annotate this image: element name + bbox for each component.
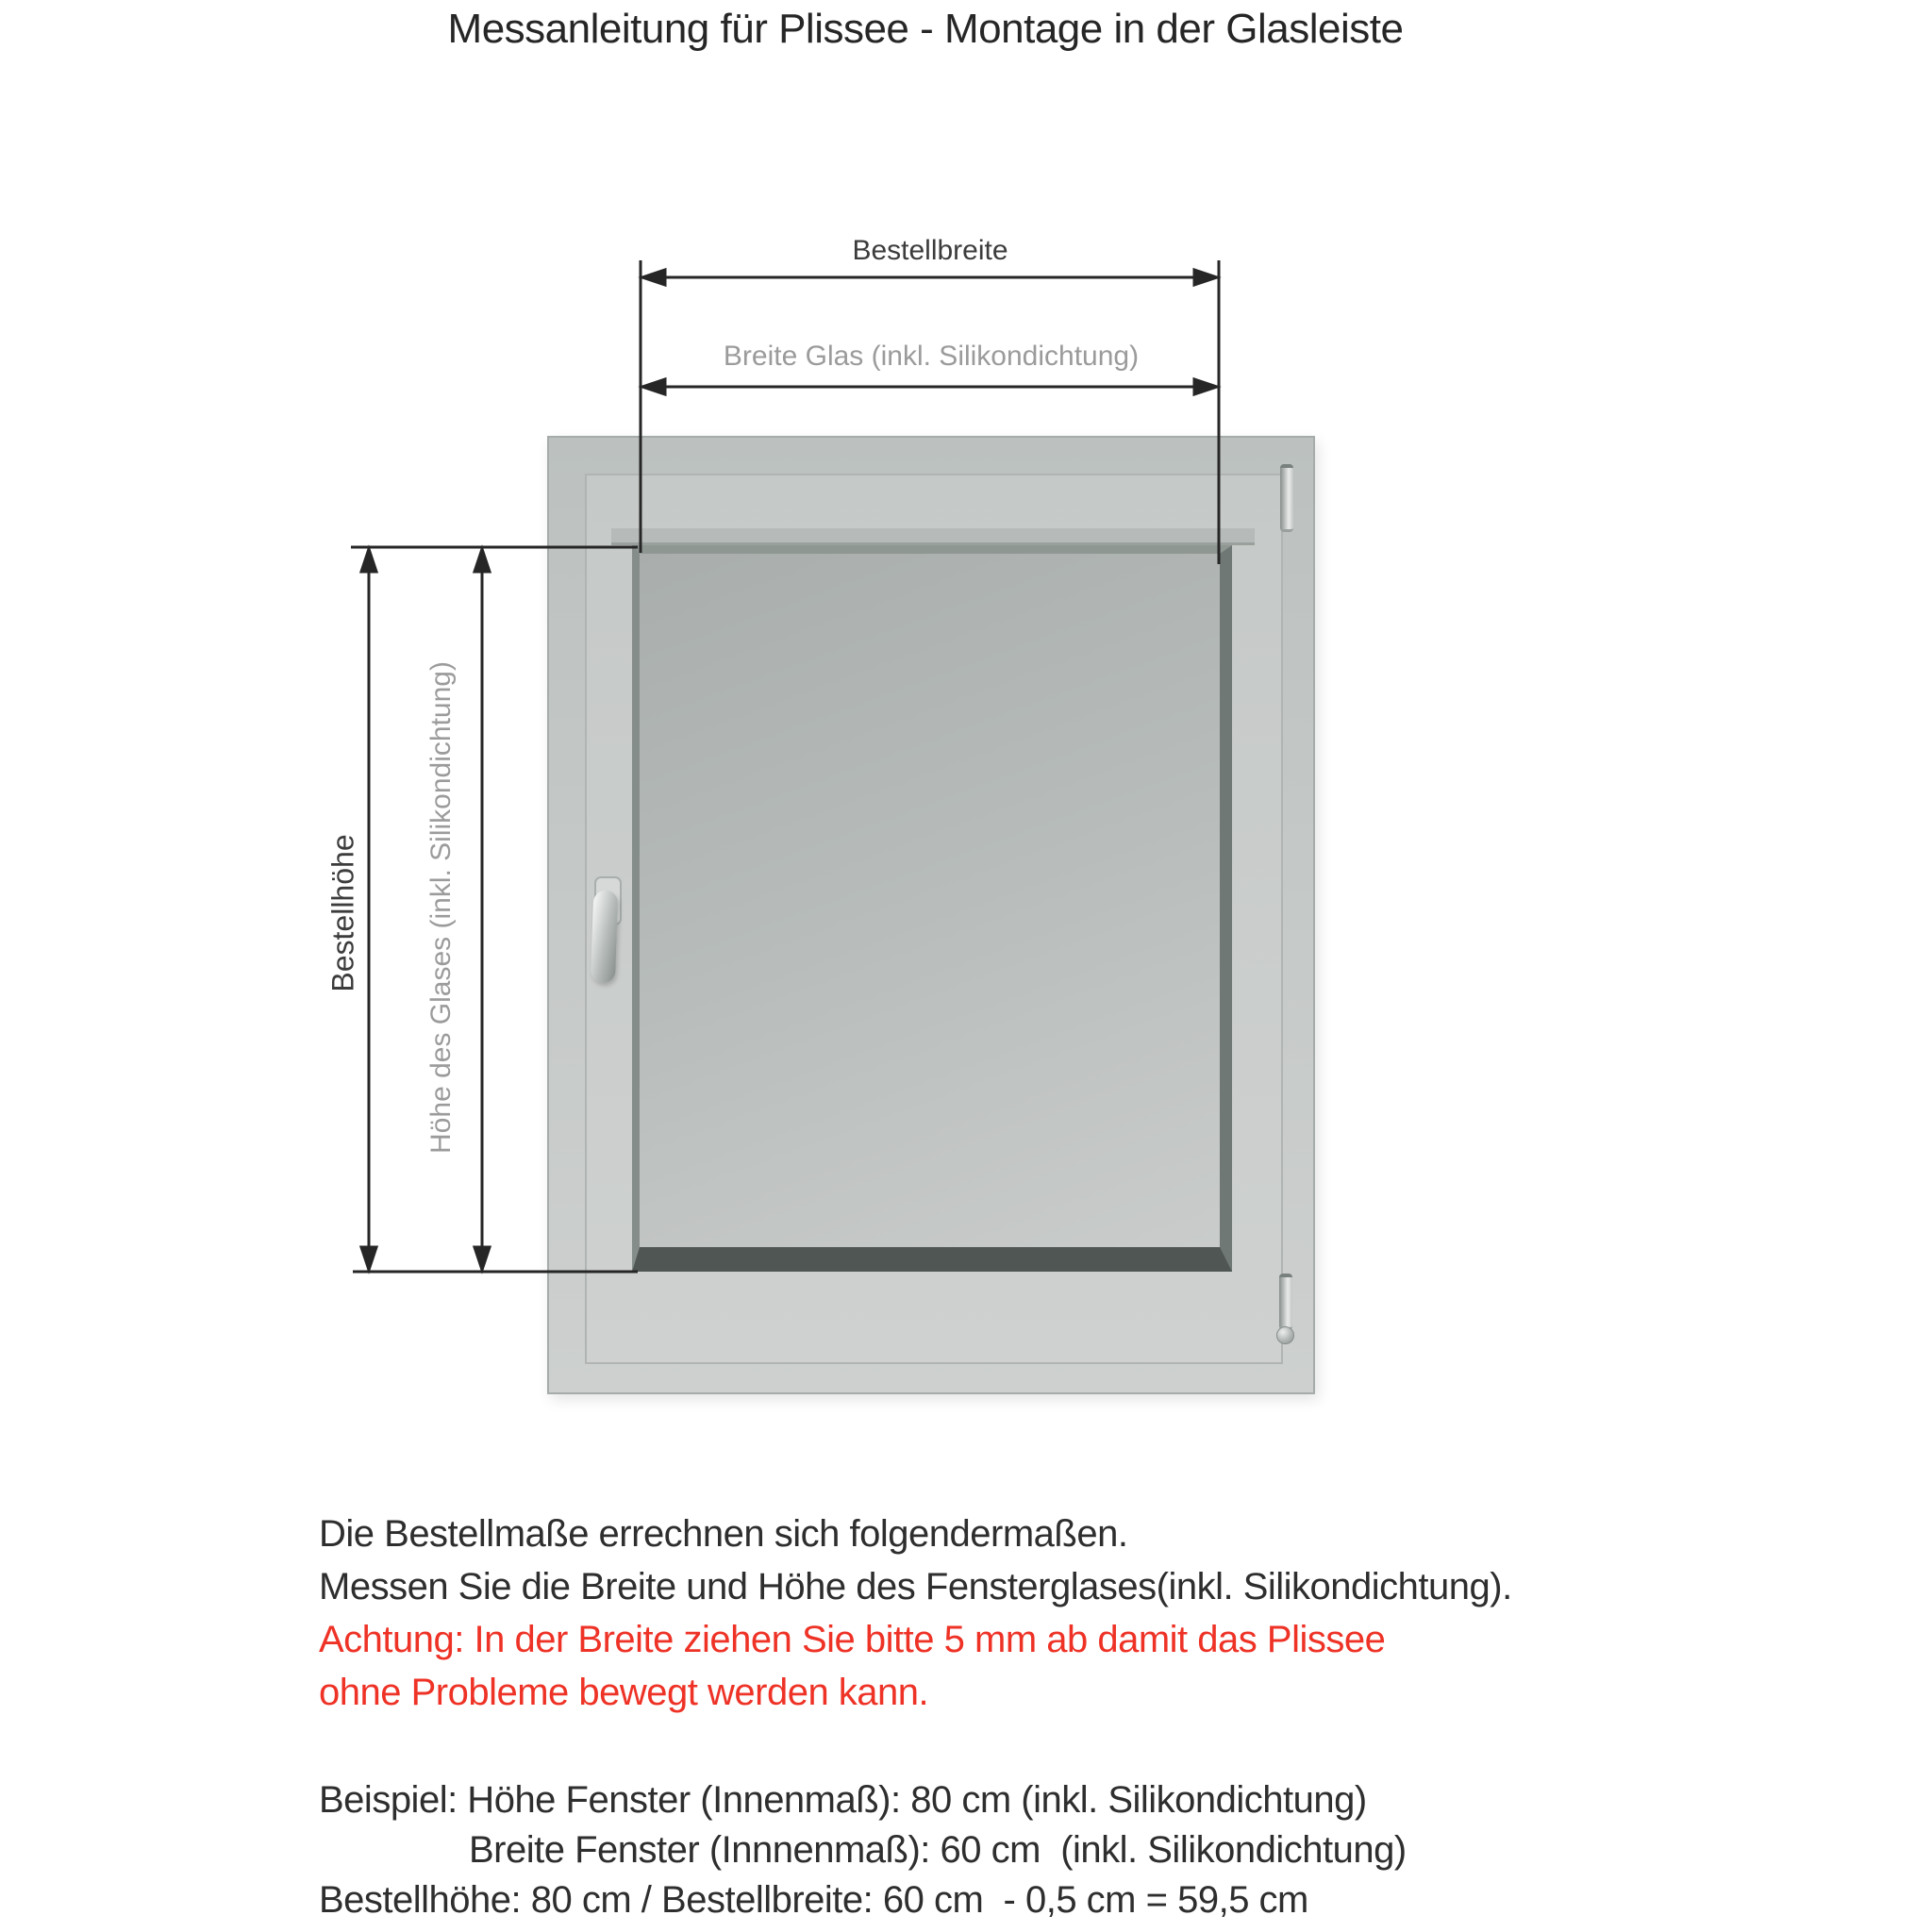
order-height-dimension-arrow: [361, 549, 376, 1270]
instruction-warning-line2: ohne Probleme bewegt werden kann.: [319, 1672, 929, 1713]
glass-height-dimension-arrow: [475, 549, 490, 1270]
order-height-label: Bestellhöhe: [325, 834, 360, 992]
order-width-label: Bestellbreite: [852, 235, 1008, 266]
example-height-line: Beispiel: Höhe Fenster (Innenmaß): 80 cm (inkl. Silikondichtung): [319, 1779, 1367, 1821]
example-result-line: Bestellhöhe: 80 cm / Bestellbreite: 60 cm - 0,5 cm = 59,5 cm: [319, 1879, 1308, 1921]
glass-width-label: Breite Glas (inkl. Silikondichtung): [723, 341, 1140, 372]
glass-height-label: Höhe des Glases (inkl. Silikondichtung): [425, 661, 457, 1154]
order-width-dimension-arrow: [642, 270, 1217, 285]
page-title: Messanleitung für Plissee - Montage in der Glasleiste: [447, 6, 1404, 52]
instruction-intro-line1: Die Bestellmaße errechnen sich folgendermaßen.: [319, 1513, 1128, 1555]
instruction-intro-line2: Messen Sie die Breite und Höhe des Fensterglases(inkl. Silikondichtung).: [319, 1566, 1512, 1607]
example-width-line: Breite Fenster (Innnenmaß): 60 cm (inkl. Silikondichtung): [469, 1829, 1407, 1871]
instruction-warning-line1: Achtung: In der Breite ziehen Sie bitte 5 mm ab damit das Plissee: [319, 1619, 1386, 1660]
glass-width-dimension-arrow: [642, 379, 1217, 394]
